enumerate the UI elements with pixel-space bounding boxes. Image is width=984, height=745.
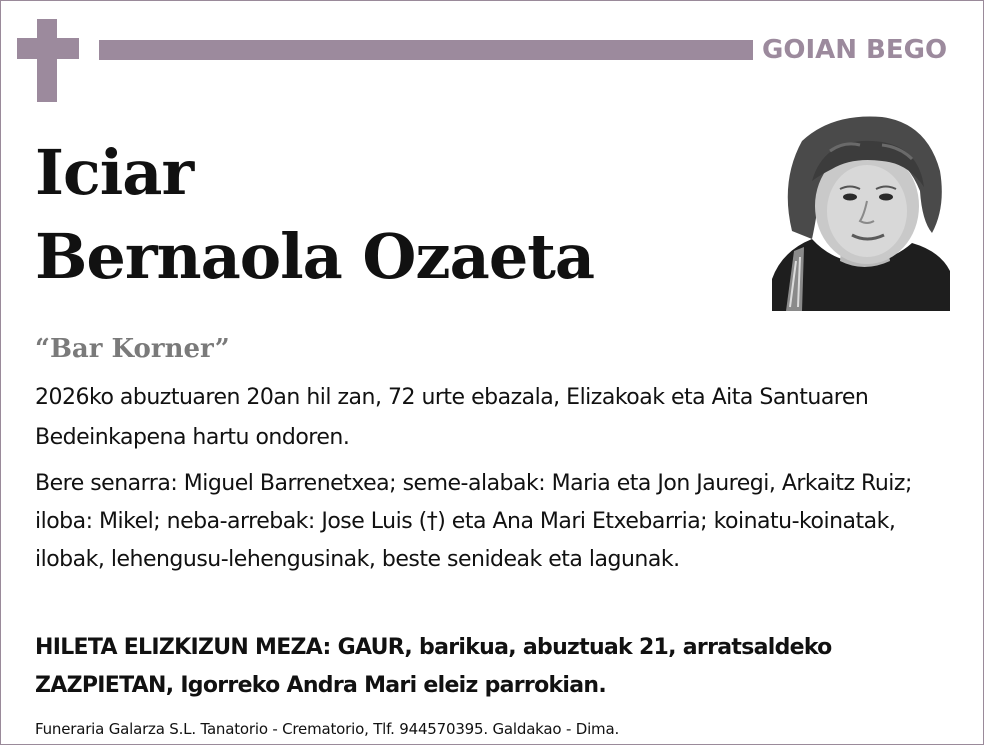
death-notice-text: 2026ko abuztuaren 20an hil zan, 72 urte ebazala, Elizakoak eta Aita Santuaren Bedeinkapena hartu ondoren. — [35, 385, 869, 450]
first-name: Iciar — [35, 136, 194, 209]
nickname: “Bar Korner” — [35, 334, 230, 364]
funeral-text: HILETA ELIZKIZUN MEZA: GAUR, barikua, abuztuak 21, arratsaldeko ZAZPIETAN, Igorreko Andra Mari eleiz parrokian. — [35, 635, 832, 698]
header-label: GOIAN BEGO — [762, 35, 948, 65]
funeral-home-footer: Funeraria Galarza S.L. Tanatorio - Crematorio, Tlf. 944570395. Galdakao - Dima. — [35, 720, 620, 738]
cross-horizontal-bar — [17, 38, 79, 59]
cross-vertical-bar — [37, 19, 57, 102]
family-text: Bere senarra: Miguel Barrenetxea; seme-alabak: Maria eta Jon Jauregi, Arkaitz Ruiz; iloba: Mikel; neba-arrebak: Jose Luis (†) eta Ana Mari Etxebarria; koinatu-koinatak, ilobak, lehengusu-lehengusinak, beste senideak eta lagunak. — [35, 471, 912, 572]
portrait-photo — [772, 111, 950, 311]
header-rule — [99, 40, 753, 60]
deceased-name — [35, 131, 594, 299]
surnames: Bernaola Ozaeta — [35, 220, 595, 293]
